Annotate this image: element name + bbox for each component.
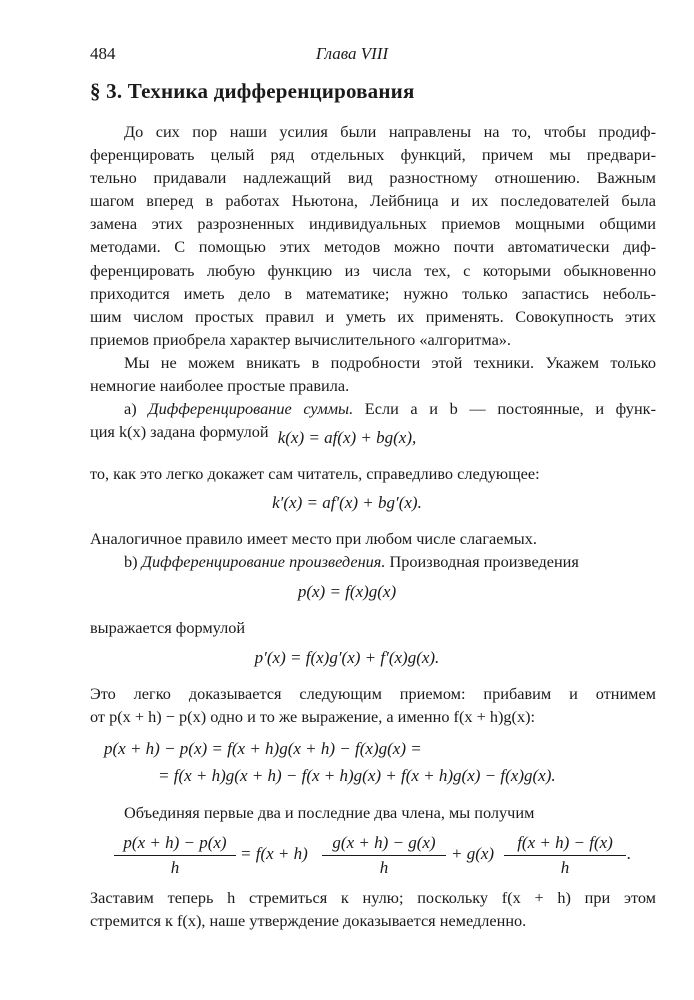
section-title: § 3. Техника дифференцирования bbox=[90, 79, 415, 103]
text-line: ференцировать целый ряд отдельных функций, причем мы предвари- bbox=[90, 145, 656, 165]
rule-b-title: Дифференцирование произведения. bbox=[141, 552, 386, 571]
rule-b-text: Производная произведения bbox=[385, 552, 579, 571]
text-line: Это легко доказывается следующим приемом: прибавим и отнимем bbox=[90, 684, 656, 703]
paragraph-techniques bbox=[90, 351, 656, 397]
rule-b-label: b) bbox=[124, 552, 138, 571]
paragraph-combine bbox=[90, 801, 656, 824]
paragraph-conclusion bbox=[90, 886, 656, 932]
text-line: шим числом простых правил и уметь их применять. Совокупность этих bbox=[90, 306, 656, 326]
text-line: то, как это легко докажет сам читатель, справедливо следующее: bbox=[90, 464, 540, 483]
text-line: Аналогичное правило имеет место при любом числе слагаемых. bbox=[90, 529, 537, 548]
text-line: замена этих разрозненных индивидуальных приемов мощными общими bbox=[90, 214, 656, 234]
paragraph-then bbox=[90, 462, 656, 485]
fraction-bar bbox=[322, 855, 446, 856]
text-line: Объединяя первые два и последние два члена, мы получим bbox=[124, 803, 535, 822]
text-line: Мы не можем вникать в подробности этой техники. Укажем только bbox=[124, 353, 656, 372]
formula-term: = f(x + h) bbox=[240, 844, 308, 863]
text-line: от p(x + h) − p(x) одно и то же выражение, а именно f(x + h)g(x): bbox=[90, 707, 536, 727]
formula-sum: k(x) = af(x) + bg(x), bbox=[277, 428, 417, 447]
formula-difference-line2: = f(x + h)g(x + h) − f(x + h)g(x) + f(x + h)g(x) − f(x)g(x). bbox=[158, 766, 556, 785]
text-line: шагом вперед в работах Ньютона, Лейбница и их последователей была bbox=[90, 191, 656, 211]
formula-product: p(x) = f(x)g(x) bbox=[297, 582, 397, 601]
text-line: приемов приобрела характер вычислительного «алгоритма». bbox=[90, 329, 512, 349]
text-line bbox=[90, 550, 656, 573]
text-line: Заставим теперь h стремиться к нулю; поскольку f(x + h) при этом bbox=[90, 888, 656, 907]
formula-term: . bbox=[627, 844, 632, 863]
text-line: приходится иметь дело в математике; нужно только запастись неболь- bbox=[90, 283, 656, 303]
fraction-rhs bbox=[504, 832, 626, 879]
formula-difference-line1: p(x + h) − p(x) = f(x + h)g(x + h) − f(x)g(x) = bbox=[104, 739, 422, 758]
rule-b-product bbox=[90, 550, 656, 573]
fraction-bar bbox=[504, 855, 626, 856]
paragraph-intro bbox=[90, 120, 656, 351]
text-line: ция k(x) задана формулой bbox=[90, 422, 269, 442]
rule-a-title: Дифференцирование суммы. bbox=[148, 399, 354, 418]
rule-a-text: Если a и b — постоянные, и функ- bbox=[353, 399, 656, 418]
text-line: методами. С помощью этих методов можно почти автоматически диф- bbox=[90, 237, 656, 257]
formula-sum-derivative: k′(x) = af′(x) + bg′(x). bbox=[272, 493, 422, 512]
paragraph-analog bbox=[90, 527, 656, 550]
fraction-bar bbox=[114, 855, 236, 856]
paragraph-expressed bbox=[90, 616, 656, 639]
fraction-numerator: f(x + h) − f(x) bbox=[517, 833, 613, 852]
text-line: ференцировать любую функцию из числа тех, с которыми обыкновенно bbox=[90, 260, 656, 280]
formula-term: + g(x) bbox=[451, 844, 495, 863]
text-line bbox=[90, 397, 656, 420]
text-line: выражается формулой bbox=[90, 618, 246, 637]
fraction-lhs bbox=[114, 832, 236, 879]
text-line: тельно придавали надлежащий вид разностному отношению. Важным bbox=[90, 168, 656, 188]
rule-a-label: a) bbox=[124, 399, 137, 418]
fraction-denominator: h bbox=[379, 858, 389, 877]
fraction-middle bbox=[322, 832, 446, 879]
running-head: Глава VIII bbox=[315, 44, 389, 63]
fraction-denominator: h bbox=[560, 858, 570, 877]
paragraph-proof bbox=[90, 682, 656, 728]
text-line: стремится к f(x), наше утверждение доказывается немедленно. bbox=[90, 911, 527, 931]
page-number: 484 bbox=[90, 44, 116, 63]
formula-product-derivative: p′(x) = f(x)g′(x) + f′(x)g(x). bbox=[254, 648, 440, 667]
text-line: До сих пор наши усилия были направлены на то, чтобы продиф- bbox=[124, 122, 656, 141]
fraction-denominator: h bbox=[170, 858, 180, 877]
fraction-numerator: p(x + h) − p(x) bbox=[123, 833, 227, 852]
text-line: немногие наиболее простые правила. bbox=[90, 376, 350, 396]
fraction-numerator: g(x + h) − g(x) bbox=[332, 833, 436, 852]
